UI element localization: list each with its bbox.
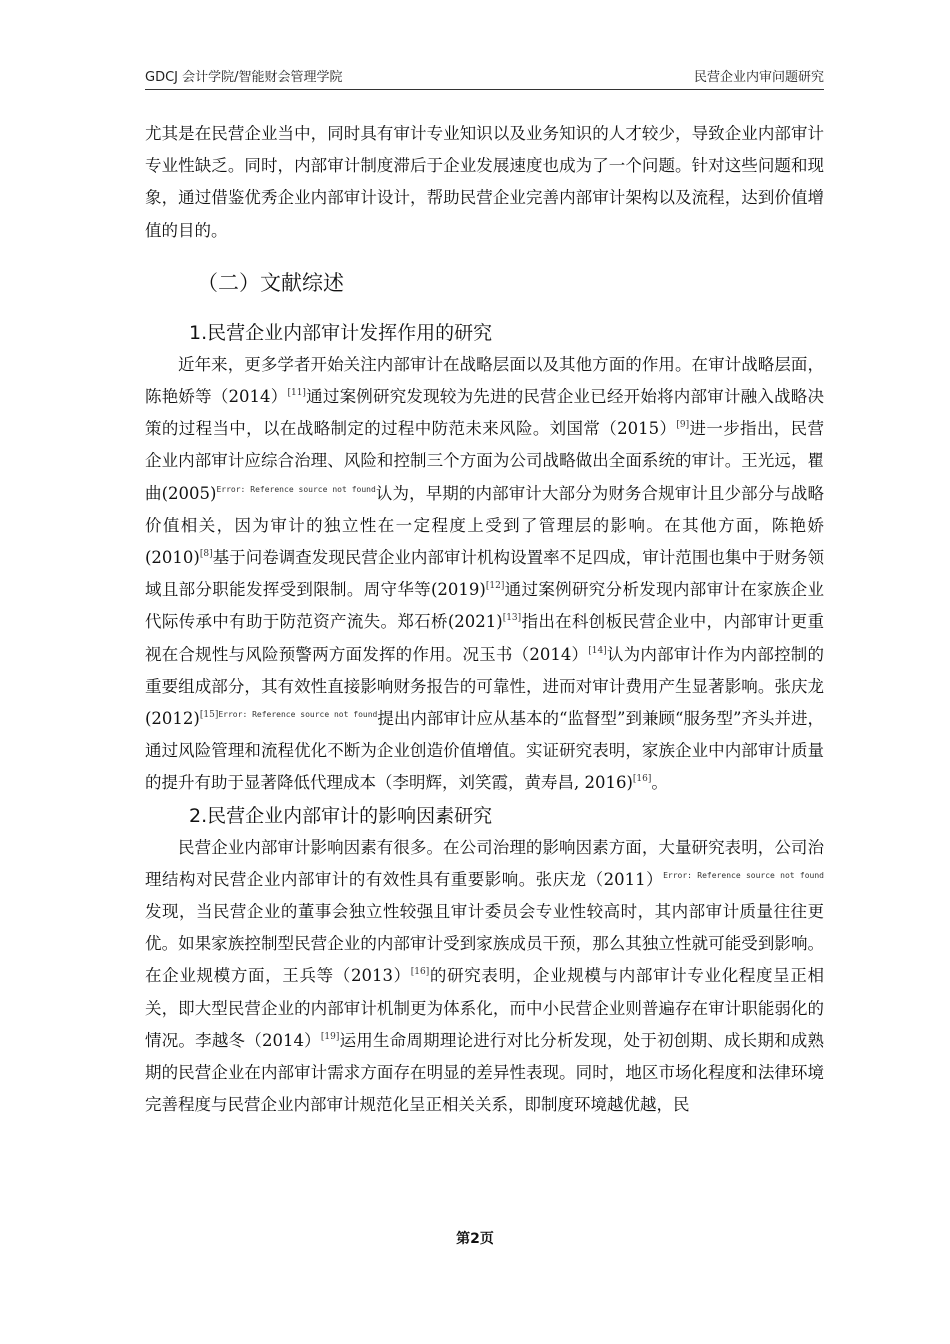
page-body [145, 118, 824, 1121]
citation: [12] [485, 581, 505, 592]
page-number: 第2页 [456, 1231, 494, 1247]
citation: [13] [502, 613, 522, 624]
subsection-1-title: 1.民营企业内部审计发挥作用的研究 [189, 321, 493, 344]
paragraph-influencing-factors [145, 832, 824, 1122]
citation: [19] [320, 1031, 340, 1042]
reference-error-note: Error: Reference source not found [216, 484, 376, 494]
text-run: 发现，当民营企业的董事会独立性较强且审计委员会专业性较高时，其内部审计质量往往更优。如果家族控制型民营企业的内部审计受到家族成员干预，那么其独立性就可能受到影响。在企业规模方面，王兵等（2013） [145, 902, 824, 986]
reference-error-note: Error: Reference source not found [663, 870, 824, 880]
subsection-1-heading-wrap [145, 313, 824, 349]
text-run: 认为，早期的内部审计大部分为财务合规审计且少部分与战略价值相关，因为审计的独立性在一定程度上受到了管理层的影响。在其他方面，陈艳娇(2010) [145, 483, 824, 568]
paragraph-intro-continued: 尤其是在民营企业当中，同时具有审计专业知识以及业务知识的人才较少，导致企业内部审计专业性缺乏。同时，内部审计制度滞后于企业发展速度也成为了一个问题。针对这些问题和现象，通过借鉴优秀企业内部审计设计，帮助民营企业完善内部审计架构以及流程，达到价值增值的目的。 [145, 124, 824, 240]
citation: [14] [588, 645, 607, 656]
text-run: 进一步指出，民营企业内部审计应综合治理、风险和控制三个方面为公司战略做出全面系统的审计。王光远，瞿曲(2005) [145, 419, 825, 503]
page-header [145, 66, 824, 88]
header-left-text: GDCJ 会计学院/智能财会管理学院 [145, 70, 343, 85]
citation: [16] [632, 774, 652, 785]
header-right-text: 民营企业内审问题研究 [693, 70, 824, 85]
section-heading-wrap [145, 247, 824, 313]
text-run: 通过案例研究分析发现内部审计在家族企业代际传承中有助于防范资产流失。郑石桥(2021) [145, 580, 825, 632]
citation: [8] [199, 549, 213, 560]
reference-error-note: Error: Reference source not found [218, 710, 378, 720]
text-run: 指出在科创板民营企业中，内部审计更重视在合规性与风险预警两方面发挥的作用。况玉书（2014） [145, 612, 824, 664]
citation: [11] [287, 388, 306, 399]
text-run: 运用生命周期理论进行对比分析发现，处于初创期、成长期和成熟期的民营企业在内部审计需求方面存在明显的差异性表现。同时，地区市场化程度和法律环境完善程度与民营企业内部审计规范化呈正相关关系，即制度环境越优越，民 [145, 1030, 824, 1115]
text-run: 近年来，更多学者开始关注内部审计在战略层面以及其他方面的作用。在审计战略层面，陈艳娇等（2014） [145, 354, 824, 407]
text-run: 认为内部审计作为内部控制的重要组成部分，其有效性直接影响财务报告的可靠性，进而对审计费用产生显著影响。张庆龙(2012) [145, 644, 824, 729]
text-run: 民营企业内部审计影响因素有很多。在公司治理的影响因素方面，大量研究表明，公司治理结构对民营企业内部审计的有效性具有重要影响。张庆龙（2011） [145, 837, 824, 889]
citation: [16] [410, 967, 430, 978]
header-divider [145, 89, 824, 90]
citation: [9] [676, 420, 690, 431]
paragraph-role-research [145, 349, 824, 800]
text-run: 通过案例研究发现较为先进的民营企业已经开始将内部审计融入战略决策的过程当中，以在战略制定的过程中防范未来风险。刘国常（2015） [145, 387, 824, 439]
text-run: 的研究表明，企业规模与内部审计专业化程度呈正相关，即大型民营企业的内部审计机制更为体系化，而中小民营企业则普遍存在审计职能弱化的情况。李越冬（2014） [145, 966, 825, 1050]
section-title: （二）文献综述 [197, 270, 344, 295]
text-run: 提出内部审计应从基本的“监督型”到兼顾“服务型”齐头并进，通过风险管理和流程优化不断为企业创造价值增值。实证研究表明，家族企业中内部审计质量的提升有助于显著降低代理成本（李明辉，刘笑霞，黄寿昌, 2016) [145, 709, 824, 793]
citation: [15] [199, 710, 219, 721]
text-run: 基于问卷调查发现民营企业内部审计机构设置率不足四成，审计范围也集中于财务领域且部分职能发挥受到限制。周守华等(2019) [145, 548, 824, 600]
text-run: 。 [651, 773, 668, 793]
subsection-2-title: 2.民营企业内部审计的影响因素研究 [189, 804, 493, 827]
